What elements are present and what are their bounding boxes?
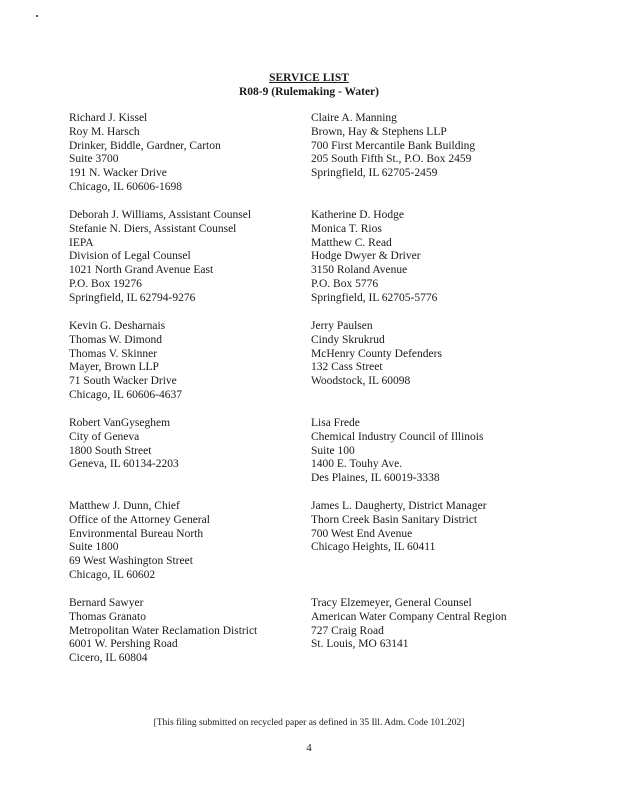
entry-line: Geneva, IL 60134-2203 xyxy=(69,458,179,471)
service-entry xyxy=(69,209,251,306)
entry-line: 727 Craig Road xyxy=(311,624,384,637)
entry-line: Drinker, Biddle, Gardner, Carton xyxy=(69,139,221,152)
entry-line: Woodstock, IL 60098 xyxy=(311,375,411,388)
page-number: 4 xyxy=(306,742,312,754)
service-entry xyxy=(311,112,475,181)
entry-line: 1021 North Grand Avenue East xyxy=(69,264,214,277)
entry-line: Metropolitan Water Reclamation District xyxy=(69,624,258,637)
entry-line: Chicago, IL 60606-1698 xyxy=(69,180,182,193)
service-entry xyxy=(311,209,437,306)
entry-line: 205 South Fifth St., P.O. Box 2459 xyxy=(311,153,472,166)
entry-line: Thorn Creek Basin Sanitary District xyxy=(311,513,478,526)
entry-line: P.O. Box 5776 xyxy=(311,277,379,290)
entry-line: 700 West End Avenue xyxy=(311,527,413,540)
entry-line: James L. Daugherty, District Manager xyxy=(311,500,487,512)
entry-line: Roy M. Harsch xyxy=(69,125,140,138)
entry-line: 6001 W. Pershing Road xyxy=(69,638,178,651)
entry-line: Springfield, IL 62705-2459 xyxy=(311,167,438,180)
service-entry xyxy=(69,320,182,403)
entry-line: Deborah J. Williams, Assistant Counsel xyxy=(69,209,252,221)
entry-line: Division of Legal Counsel xyxy=(69,250,191,263)
entry-line: Thomas Granato xyxy=(69,610,146,623)
entry-line: Brown, Hay & Stephens LLP xyxy=(311,125,447,138)
entry-line: Claire A. Manning xyxy=(311,112,397,124)
entry-line: Robert VanGyseghem xyxy=(69,417,171,429)
entry-line: Matthew C. Read xyxy=(311,236,392,249)
entry-line: Bernard Sawyer xyxy=(69,597,144,609)
entry-line: Lisa Frede xyxy=(311,417,360,429)
entry-line: Chicago, IL 60606-4637 xyxy=(69,388,182,401)
entry-line: Stefanie N. Diers, Assistant Counsel xyxy=(69,222,237,235)
entry-line: 191 N. Wacker Drive xyxy=(69,167,167,180)
entry-line: Cicero, IL 60804 xyxy=(69,652,148,665)
entry-line: Suite 100 xyxy=(311,444,355,457)
entry-line: Chicago Heights, IL 60411 xyxy=(311,541,436,554)
entry-line: Chicago, IL 60602 xyxy=(69,568,156,581)
entry-line: 132 Cass Street xyxy=(311,361,383,374)
entry-line: Tracy Elzemeyer, General Counsel xyxy=(311,597,472,609)
entry-line: McHenry County Defenders xyxy=(311,347,442,360)
entry-line: Mayer, Brown LLP xyxy=(69,361,159,374)
entry-line: 700 First Mercantile Bank Building xyxy=(311,139,476,152)
page-subtitle: R08-9 (Rulemaking - Water) xyxy=(238,86,379,98)
service-entry xyxy=(311,417,483,486)
service-entry xyxy=(69,500,210,583)
entry-line: P.O. Box 19276 xyxy=(69,277,142,290)
entry-line: Chemical Industry Council of Illinois xyxy=(311,430,484,443)
entry-line: 3150 Roland Avenue xyxy=(311,264,408,277)
scan-speck xyxy=(36,15,38,17)
entry-line: Des Plaines, IL 60019-3338 xyxy=(311,472,440,485)
entry-line: Katherine D. Hodge xyxy=(311,209,404,221)
entry-line: Jerry Paulsen xyxy=(311,320,373,332)
service-entry xyxy=(311,320,442,389)
entry-line: Monica T. Rios xyxy=(311,222,382,235)
entry-line: Cindy Skrukrud xyxy=(311,333,385,346)
entry-line: IEPA xyxy=(69,236,94,249)
entry-line: 1400 E. Touhy Ave. xyxy=(311,458,403,471)
entry-line: 1800 South Street xyxy=(69,444,152,457)
entry-line: American Water Company Central Region xyxy=(311,610,507,623)
entry-line: Matthew J. Dunn, Chief xyxy=(69,500,180,512)
entry-line: Suite 1800 xyxy=(69,541,119,554)
entry-line: Environmental Bureau North xyxy=(69,527,204,540)
entry-line: City of Geneva xyxy=(69,430,140,443)
entry-line: Suite 3700 xyxy=(69,153,119,166)
entry-line: Kevin G. Desharnais xyxy=(69,320,166,332)
entry-line: St. Louis, MO 63141 xyxy=(311,638,409,651)
service-entry xyxy=(69,417,179,472)
entry-line: Thomas W. Dimond xyxy=(69,333,162,346)
service-entry xyxy=(311,500,487,555)
entry-line: Office of the Attorney General xyxy=(69,513,210,526)
service-entry xyxy=(69,597,257,666)
entry-line: Richard J. Kissel xyxy=(69,112,148,124)
footer-note: [This filing submitted on recycled paper as defined in 35 Ill. Adm. Code 101.202] xyxy=(153,718,465,728)
entry-line: Thomas V. Skinner xyxy=(69,347,158,360)
entry-line: 69 West Washington Street xyxy=(69,555,193,568)
page-title: SERVICE LIST xyxy=(269,72,349,84)
service-entry xyxy=(311,597,507,652)
entry-line: Springfield, IL 62705-5776 xyxy=(311,291,438,304)
entry-line: Springfield, IL 62794-9276 xyxy=(69,291,196,304)
entry-line: Hodge Dwyer & Driver xyxy=(311,250,421,263)
entry-line: 71 South Wacker Drive xyxy=(69,375,177,388)
service-entry xyxy=(69,112,221,195)
